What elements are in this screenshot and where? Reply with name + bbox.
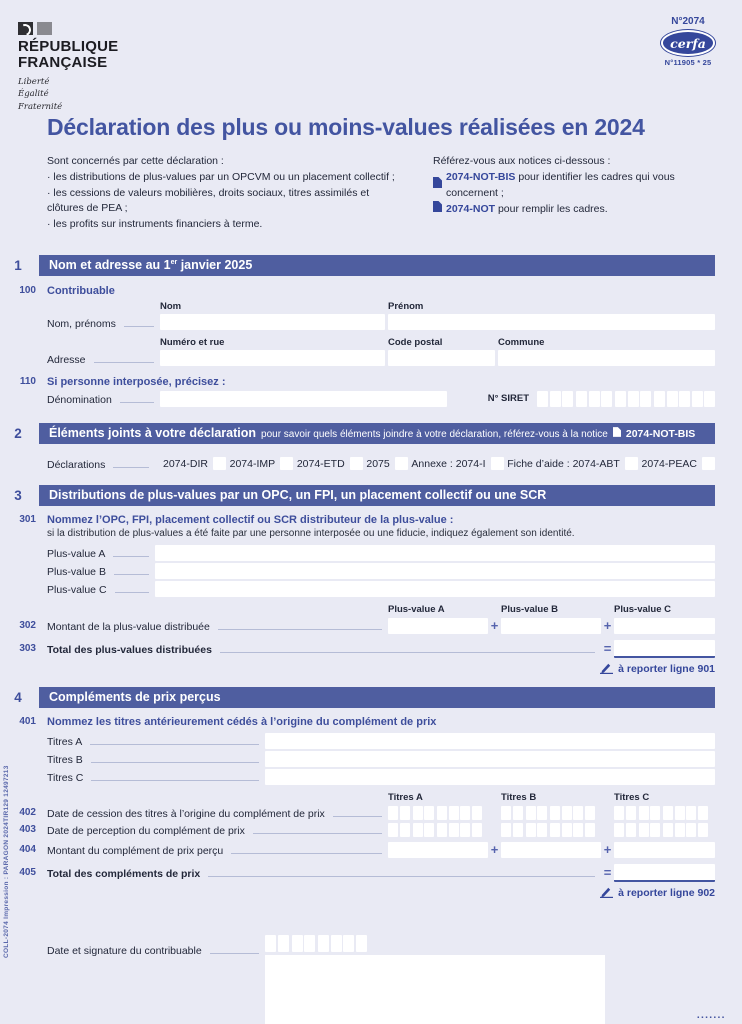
digit-cell[interactable] (413, 806, 423, 820)
digit-cell[interactable] (626, 806, 636, 820)
checkbox-2075[interactable] (395, 457, 408, 470)
input-titres-b[interactable] (265, 751, 715, 767)
digit-cell[interactable] (663, 806, 673, 820)
section-4-title-bar: Compléments de prix perçus (39, 687, 715, 708)
digit-cell[interactable] (650, 806, 660, 820)
col-plus-value-a: Plus-value A (388, 603, 445, 615)
cerfa-reference: N°11905 * 25 (664, 58, 712, 67)
section-4-header (0, 687, 715, 708)
pv-column-headers (0, 604, 715, 615)
row-402 (0, 806, 715, 820)
plus-operator: + (603, 842, 612, 858)
input-complement-b[interactable] (501, 842, 601, 858)
equals-operator: = (603, 641, 612, 657)
total-pv-label: Total des plus-values distribuées (47, 642, 601, 656)
col-titres-c: Titres C (614, 791, 650, 803)
declarations-row (0, 457, 715, 471)
denomination-label: Dénomination (47, 392, 160, 406)
digit-cell[interactable] (573, 823, 583, 837)
siret-input[interactable] (537, 391, 715, 407)
digit-cell[interactable] (265, 935, 276, 952)
digit-cell[interactable] (639, 806, 649, 820)
intro-bullet: · les cessions de valeurs mobilières, droits sociaux, titres assimilés et clôtures de PEA ; (47, 186, 370, 215)
digit-cell[interactable] (698, 823, 708, 837)
plus-value-a-label: Plus-value A (47, 546, 155, 560)
date-cession-titres-c[interactable] (614, 806, 715, 820)
line-number: 404 (19, 844, 36, 856)
digit-cell[interactable] (585, 806, 595, 820)
page-title: Déclaration des plus ou moins-values réalisées en 2024 (47, 114, 645, 140)
plus-value-c-row (0, 581, 715, 597)
input-plus-value-b[interactable] (155, 563, 715, 579)
commune-caption: Commune (498, 336, 545, 348)
plus-value-b-label: Plus-value B (47, 564, 155, 578)
input-titres-a[interactable] (265, 733, 715, 749)
digit-cell[interactable] (667, 391, 678, 407)
col-titres-a: Titres A (388, 791, 423, 803)
digit-cell[interactable] (686, 823, 696, 837)
input-nom[interactable] (160, 314, 385, 330)
line-number: 401 (19, 716, 36, 728)
total-complements-label: Total des compléments de prix (47, 866, 601, 880)
digit-cell[interactable] (424, 806, 434, 820)
digit-cell[interactable] (388, 823, 398, 837)
intro-notices (433, 154, 715, 233)
digit-cell[interactable] (526, 806, 536, 820)
declaration-option: Annexe : 2074-I (411, 457, 503, 470)
digit-cell[interactable] (343, 935, 354, 952)
plus-operator: + (490, 842, 499, 858)
section-1-title-bar: Nom et adresse au 1er janvier 2025 (39, 255, 715, 276)
line-number: 403 (19, 824, 36, 836)
digit-cell[interactable] (675, 823, 685, 837)
row-301-note (0, 528, 715, 539)
titres-c-row (0, 769, 715, 785)
digit-cell[interactable] (639, 823, 649, 837)
digit-cell[interactable] (472, 806, 482, 820)
digit-cell[interactable] (400, 823, 410, 837)
input-commune[interactable] (498, 350, 715, 366)
titres-a-row (0, 733, 715, 749)
rue-caption: Numéro et rue (160, 336, 225, 348)
digit-cell[interactable] (663, 823, 673, 837)
declaration-option: Fiche d’aide : 2074-ABT (507, 457, 638, 470)
notice-code: 2074-NOT-BIS (446, 170, 516, 183)
digit-cell[interactable] (650, 823, 660, 837)
digit-cell[interactable] (692, 391, 703, 407)
notice-line: 2074-NOT-BIS pour identifier les cadres qui vous concernent ; (433, 170, 715, 202)
titres-column-headers (0, 792, 715, 803)
input-titres-c[interactable] (265, 769, 715, 785)
digit-cell[interactable] (331, 935, 342, 952)
section-number: 3 (14, 487, 22, 503)
declaration-option: 2074-IMP (230, 457, 294, 470)
adresse-label: Adresse (47, 352, 160, 366)
digit-cell[interactable] (614, 823, 624, 837)
digit-cell[interactable] (654, 391, 665, 407)
montant-complement-label: Montant du complément de prix perçu (47, 843, 388, 857)
date-perception-titres-c[interactable] (614, 823, 715, 837)
digit-cell[interactable] (675, 806, 685, 820)
input-total-pv[interactable] (614, 640, 715, 658)
section-3-header (0, 485, 715, 506)
digit-cell[interactable] (585, 823, 595, 837)
name-row-label: Nom, prénoms (47, 316, 160, 330)
signature-area[interactable] (265, 955, 605, 1024)
section-2-header (0, 423, 715, 444)
digit-cell[interactable] (550, 806, 560, 820)
intro-concerned (47, 154, 403, 233)
digit-cell[interactable] (537, 823, 547, 837)
date-signature-input[interactable] (265, 935, 605, 952)
input-complement-c[interactable] (614, 842, 715, 858)
digit-cell[interactable] (562, 806, 572, 820)
plus-value-b-row (0, 563, 715, 579)
col-plus-value-c: Plus-value C (614, 603, 672, 615)
input-prenom[interactable] (388, 314, 715, 330)
digit-cell[interactable] (449, 806, 459, 820)
titres-b-label: Titres B (47, 752, 265, 766)
input-denomination[interactable] (160, 391, 447, 407)
declaration-option: 2074-DIR (163, 457, 226, 470)
digit-cell[interactable] (686, 806, 696, 820)
republique-francaise-logo (18, 22, 118, 114)
digit-cell[interactable] (698, 806, 708, 820)
input-plus-value-c[interactable] (155, 581, 715, 597)
digit-cell[interactable] (628, 391, 639, 407)
print-marks: ▪▪▪▪▪▪▪ (697, 1015, 726, 1021)
pencil-icon (600, 662, 613, 677)
digit-cell[interactable] (400, 806, 410, 820)
digit-cell[interactable] (501, 823, 511, 837)
line-number: 110 (19, 376, 36, 388)
date-cession-label: Date de cession des titres à l’origine du complément de prix (47, 806, 388, 820)
declaration-option: 2075 (366, 457, 407, 470)
line-number: 302 (19, 620, 36, 632)
digit-cell[interactable] (573, 806, 583, 820)
plus-operator: + (603, 618, 612, 634)
page-header (0, 0, 742, 112)
marianne-flag-icon (18, 22, 118, 35)
titres-c-label: Titres C (47, 770, 265, 784)
digit-cell[interactable] (501, 806, 511, 820)
digit-cell[interactable] (601, 391, 612, 407)
siret-label: N° SIRET (487, 393, 529, 405)
nom-caption: Nom (160, 300, 182, 312)
code-postal-caption: Code postal (388, 336, 443, 348)
intro-bullet: · les profits sur instruments financiers à terme. (47, 218, 263, 230)
digit-cell[interactable] (550, 391, 561, 407)
cerfa-badge (661, 16, 715, 67)
section-1-header (0, 255, 715, 276)
digit-cell[interactable] (550, 823, 560, 837)
notices-heading: Référez-vous aux notices ci-dessous : (433, 155, 611, 167)
digit-cell[interactable] (437, 806, 447, 820)
signature-row (0, 935, 715, 1024)
date-cession-titres-a[interactable] (388, 806, 488, 820)
titres-heading: Nommez les titres antérieurement cédés à l’origine du complément de prix (47, 715, 437, 728)
digit-cell[interactable] (292, 935, 303, 952)
digit-cell[interactable] (679, 391, 690, 407)
checkbox-2074-peac[interactable] (702, 457, 715, 470)
input-montant-pv-c[interactable] (614, 618, 715, 634)
report-902: à reporter ligne 902 (0, 886, 715, 901)
digit-cell[interactable] (640, 391, 651, 407)
digit-cell[interactable] (614, 806, 624, 820)
titres-a-label: Titres A (47, 734, 265, 748)
section-number: 2 (14, 425, 22, 441)
line-number: 405 (19, 867, 36, 879)
montant-pv-label: Montant de la plus-value distribuée (47, 619, 388, 633)
print-reference-sidetext: COLL-2074 Impression : PARAGON 2024TIR129 12497213 (3, 765, 10, 958)
digit-cell[interactable] (513, 806, 523, 820)
checkbox-2074-abt[interactable] (625, 457, 638, 470)
input-plus-value-a[interactable] (155, 545, 715, 561)
digit-cell[interactable] (513, 823, 523, 837)
notice-code: 2074-NOT (446, 202, 496, 215)
plus-operator: + (490, 618, 499, 634)
digit-cell[interactable] (576, 391, 587, 407)
date-perception-titres-a[interactable] (388, 823, 488, 837)
pencil-icon (600, 886, 613, 901)
digit-cell[interactable] (537, 806, 547, 820)
titres-b-row (0, 751, 715, 767)
checkbox-2074-etd[interactable] (350, 457, 363, 470)
checkbox-2074-dir[interactable] (213, 457, 226, 470)
row-404 (0, 842, 715, 858)
document-icon (613, 426, 621, 440)
brand-motto: Liberté Égalité Fraternité (18, 76, 63, 112)
opc-note: si la distribution de plus-values a été faite par une personne interposée ou une fiducie, indiquez également son identité. (47, 527, 575, 539)
digit-cell[interactable] (537, 391, 548, 407)
checkbox-2074-i[interactable] (491, 457, 504, 470)
line-number: 100 (19, 285, 36, 297)
address-row (0, 337, 715, 366)
personne-interposee-label: Si personne interposée, précisez : (47, 375, 226, 388)
intro-heading: Sont concernés par cette déclaration : (47, 155, 224, 167)
digit-cell[interactable] (278, 935, 289, 952)
digit-cell[interactable] (449, 823, 459, 837)
col-titres-b: Titres B (501, 791, 537, 803)
cerfa-oval-logo: cerfa (661, 30, 715, 56)
brand-name: RÉPUBLIQUE FRANÇAISE (18, 38, 119, 71)
digit-cell[interactable] (437, 823, 447, 837)
plus-value-c-label: Plus-value C (47, 582, 155, 596)
signature-label: Date et signature du contribuable (47, 943, 265, 957)
digit-cell[interactable] (356, 935, 367, 952)
section-2-title-bar: Éléments joints à votre déclaration pour savoir quels éléments joindre à votre déclaration, référez-vous à la notice 2074-NOT-BIS (39, 423, 715, 444)
declaration-option: 2074-ETD (297, 457, 363, 470)
section-number: 1 (14, 257, 22, 273)
denomination-row (0, 391, 715, 407)
row-405 (0, 864, 715, 882)
digit-cell[interactable] (424, 823, 434, 837)
contribuable-label: Contribuable (47, 284, 115, 297)
section-3-title-bar: Distributions de plus-values par un OPC, un FPI, un placement collectif ou une SCR (39, 485, 715, 506)
input-complement-a[interactable] (388, 842, 488, 858)
equals-operator: = (603, 865, 612, 881)
digit-cell[interactable] (304, 935, 315, 952)
input-rue[interactable] (160, 350, 385, 366)
digit-cell[interactable] (615, 391, 626, 407)
declaration-option: 2074-PEAC (642, 457, 715, 470)
row-403 (0, 823, 715, 837)
digit-cell[interactable] (526, 823, 536, 837)
input-total-complements[interactable] (614, 864, 715, 882)
digit-cell[interactable] (388, 806, 398, 820)
digit-cell[interactable] (704, 391, 715, 407)
input-code-postal[interactable] (388, 350, 495, 366)
line-number: 402 (19, 807, 36, 819)
row-303 (0, 640, 715, 658)
prenom-caption: Prénom (388, 300, 424, 312)
form-number: N°2074 (671, 16, 705, 27)
row-302 (0, 618, 715, 634)
col-plus-value-b: Plus-value B (501, 603, 559, 615)
input-montant-pv-a[interactable] (388, 618, 488, 634)
intro-bullet: · les distributions de plus-values par un OPCVM ou un placement collectif ; (47, 170, 395, 183)
date-cession-titres-b[interactable] (501, 806, 601, 820)
digit-cell[interactable] (460, 823, 470, 837)
report-901: à reporter ligne 901 (0, 662, 715, 677)
date-perception-titres-b[interactable] (501, 823, 601, 837)
intro-block (47, 154, 715, 233)
notice-line: 2074-NOT pour remplir les cadres. (433, 201, 715, 218)
digit-cell[interactable] (460, 806, 470, 820)
document-icon (433, 177, 442, 194)
digit-cell[interactable] (562, 823, 572, 837)
digit-cell[interactable] (626, 823, 636, 837)
row-110 (0, 376, 715, 388)
digit-cell[interactable] (413, 823, 423, 837)
checkbox-2074-imp[interactable] (280, 457, 293, 470)
plus-value-a-row (0, 545, 715, 561)
name-row (0, 301, 715, 330)
line-number: 303 (19, 643, 36, 655)
input-montant-pv-b[interactable] (501, 618, 601, 634)
row-301 (0, 514, 715, 526)
row-100 (0, 285, 715, 297)
document-icon (433, 201, 442, 218)
digit-cell[interactable] (562, 391, 573, 407)
digit-cell[interactable] (589, 391, 600, 407)
declarations-label: Déclarations (47, 457, 155, 471)
section-number: 4 (14, 689, 22, 705)
row-401 (0, 716, 715, 728)
digit-cell[interactable] (318, 935, 329, 952)
opc-heading: Nommez l’OPC, FPI, placement collectif ou SCR distributeur de la plus-value : (47, 513, 454, 526)
digit-cell[interactable] (472, 823, 482, 837)
date-perception-label: Date de perception du complément de prix (47, 823, 388, 837)
line-number: 301 (19, 514, 36, 526)
